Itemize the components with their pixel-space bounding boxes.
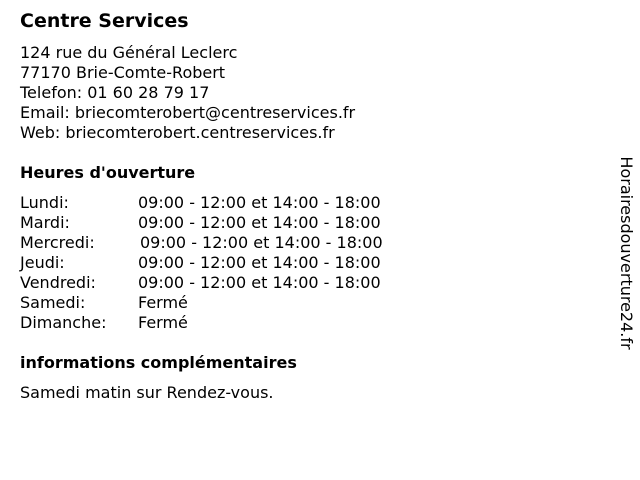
source-watermark: Horairesdouverture24.fr — [617, 156, 636, 350]
additional-info-heading: informations complémentaires — [20, 353, 297, 372]
street-address: 124 rue du Général Leclerc — [20, 43, 238, 62]
email-address: Email: briecomterobert@centreservices.fr — [20, 103, 356, 122]
time-range: 09:00 - 12:00 et 14:00 - 18:00 — [138, 193, 381, 212]
day-label: Mardi: — [20, 213, 70, 232]
time-range: Fermé — [138, 293, 188, 312]
time-range: Fermé — [138, 313, 188, 332]
city-postal-code: 77170 Brie-Comte-Robert — [20, 63, 226, 82]
day-label: Jeudi: — [20, 253, 65, 272]
time-range: 09:00 - 12:00 et 14:00 - 18:00 — [138, 253, 381, 272]
time-range: 09:00 - 12:00 et 14:00 - 18:00 — [140, 233, 383, 252]
day-label: Lundi: — [20, 193, 69, 212]
opening-hours-heading: Heures d'ouverture — [20, 163, 196, 182]
day-label: Vendredi: — [20, 273, 96, 292]
business-name: Centre Services — [20, 10, 189, 32]
day-label: Dimanche: — [20, 313, 107, 332]
website-address: Web: briecomterobert.centreservices.fr — [20, 123, 335, 142]
additional-info-text: Samedi matin sur Rendez-vous. — [20, 383, 274, 402]
time-range: 09:00 - 12:00 et 14:00 - 18:00 — [138, 213, 381, 232]
day-label: Samedi: — [20, 293, 86, 312]
contact-block — [20, 43, 355, 143]
time-range: 09:00 - 12:00 et 14:00 - 18:00 — [138, 273, 381, 292]
phone-number: Telefon: 01 60 28 79 17 — [20, 83, 210, 102]
day-label: Mercredi: — [20, 233, 95, 252]
